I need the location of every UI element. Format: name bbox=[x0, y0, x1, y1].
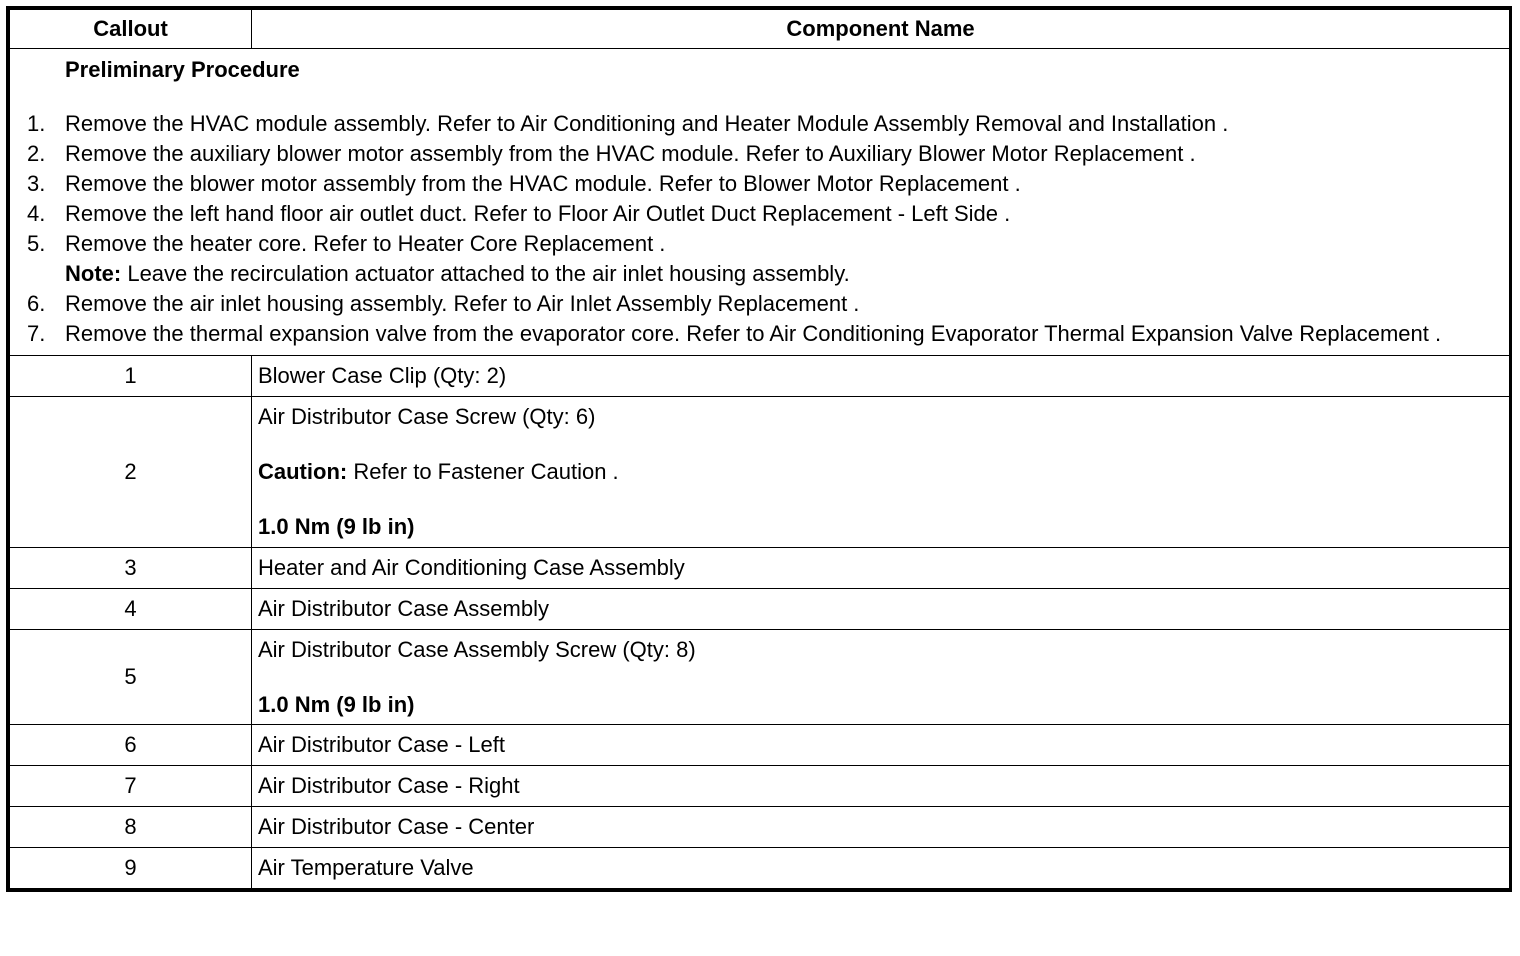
caution-line bbox=[258, 458, 1509, 486]
procedure-step bbox=[10, 229, 1499, 259]
component-table-document bbox=[6, 6, 1512, 892]
table-row bbox=[10, 807, 1510, 848]
step-number: 1. bbox=[27, 111, 46, 136]
callout-cell: 6 bbox=[10, 725, 252, 766]
table-row bbox=[10, 356, 1510, 397]
header-callout: Callout bbox=[10, 10, 252, 49]
step-number: 3. bbox=[27, 171, 46, 196]
procedure-step bbox=[10, 319, 1499, 349]
step-text: Remove the thermal expansion valve from the evaporator core. Refer to Air Conditioning Evaporator Thermal Expansion Valve Replacement . bbox=[65, 321, 1442, 346]
procedure-step bbox=[10, 139, 1499, 169]
component-name-cell: Air Distributor Case Assembly bbox=[252, 589, 1510, 630]
procedure-step bbox=[10, 109, 1499, 139]
note-text: Leave the recirculation actuator attached to the air inlet housing assembly. bbox=[121, 261, 850, 286]
header-component-name: Component Name bbox=[252, 10, 1510, 49]
preliminary-procedure-cell bbox=[10, 49, 1510, 356]
callout-cell: 2 bbox=[10, 397, 252, 548]
step-number: 2. bbox=[27, 141, 46, 166]
step-number: 5. bbox=[27, 231, 46, 256]
step-text: Remove the air inlet housing assembly. Refer to Air Inlet Assembly Replacement . bbox=[65, 291, 860, 316]
procedure-step bbox=[10, 169, 1499, 199]
component-name: Air Distributor Case Screw (Qty: 6) bbox=[258, 404, 596, 429]
table-row bbox=[10, 630, 1510, 725]
callout-cell: 7 bbox=[10, 766, 252, 807]
component-name-cell: Heater and Air Conditioning Case Assembly bbox=[252, 548, 1510, 589]
caution-text: Refer to Fastener Caution . bbox=[347, 459, 619, 484]
component-name-cell: Air Distributor Case - Left bbox=[252, 725, 1510, 766]
component-table bbox=[9, 9, 1510, 889]
table-row bbox=[10, 548, 1510, 589]
table-row bbox=[10, 725, 1510, 766]
component-name-cell: Air Distributor Case - Right bbox=[252, 766, 1510, 807]
table-row bbox=[10, 589, 1510, 630]
component-name-cell: Air Distributor Case - Center bbox=[252, 807, 1510, 848]
procedure-note bbox=[65, 259, 1499, 289]
step-number: 6. bbox=[27, 291, 46, 316]
step-number: 7. bbox=[27, 321, 46, 346]
component-name-cell bbox=[252, 397, 1510, 548]
caution-label: Caution: bbox=[258, 459, 348, 484]
torque-spec: 1.0 Nm (9 lb in) bbox=[258, 691, 415, 717]
step-text: Remove the heater core. Refer to Heater Core Replacement . bbox=[65, 231, 666, 256]
procedure-step bbox=[10, 199, 1499, 229]
callout-cell: 9 bbox=[10, 848, 252, 889]
component-name-cell bbox=[252, 630, 1510, 725]
callout-cell: 4 bbox=[10, 589, 252, 630]
preliminary-procedure-title: Preliminary Procedure bbox=[65, 57, 300, 82]
preliminary-procedure-row bbox=[10, 49, 1510, 356]
table-row bbox=[10, 848, 1510, 889]
table-row bbox=[10, 397, 1510, 548]
component-name-cell: Air Temperature Valve bbox=[252, 848, 1510, 889]
note-label: Note: bbox=[65, 261, 122, 286]
callout-cell: 1 bbox=[10, 356, 252, 397]
component-name: Air Distributor Case Assembly Screw (Qty: 8) bbox=[258, 636, 696, 662]
step-text: Remove the blower motor assembly from the HVAC module. Refer to Blower Motor Replacement . bbox=[65, 171, 1021, 196]
table-header-row bbox=[10, 10, 1510, 49]
callout-cell: 8 bbox=[10, 807, 252, 848]
step-text: Remove the auxiliary blower motor assembly from the HVAC module. Refer to Auxiliary Blower Motor Replacement . bbox=[65, 141, 1196, 166]
step-text: Remove the left hand floor air outlet duct. Refer to Floor Air Outlet Duct Replacement - Left Side . bbox=[65, 201, 1011, 226]
torque-spec: 1.0 Nm (9 lb in) bbox=[258, 514, 415, 539]
component-name-cell: Blower Case Clip (Qty: 2) bbox=[252, 356, 1510, 397]
callout-cell: 3 bbox=[10, 548, 252, 589]
step-text: Remove the HVAC module assembly. Refer to Air Conditioning and Heater Module Assembly Removal and Installation . bbox=[65, 111, 1229, 136]
step-number: 4. bbox=[27, 201, 46, 226]
callout-cell: 5 bbox=[10, 630, 252, 725]
procedure-step bbox=[10, 289, 1499, 319]
table-row bbox=[10, 766, 1510, 807]
